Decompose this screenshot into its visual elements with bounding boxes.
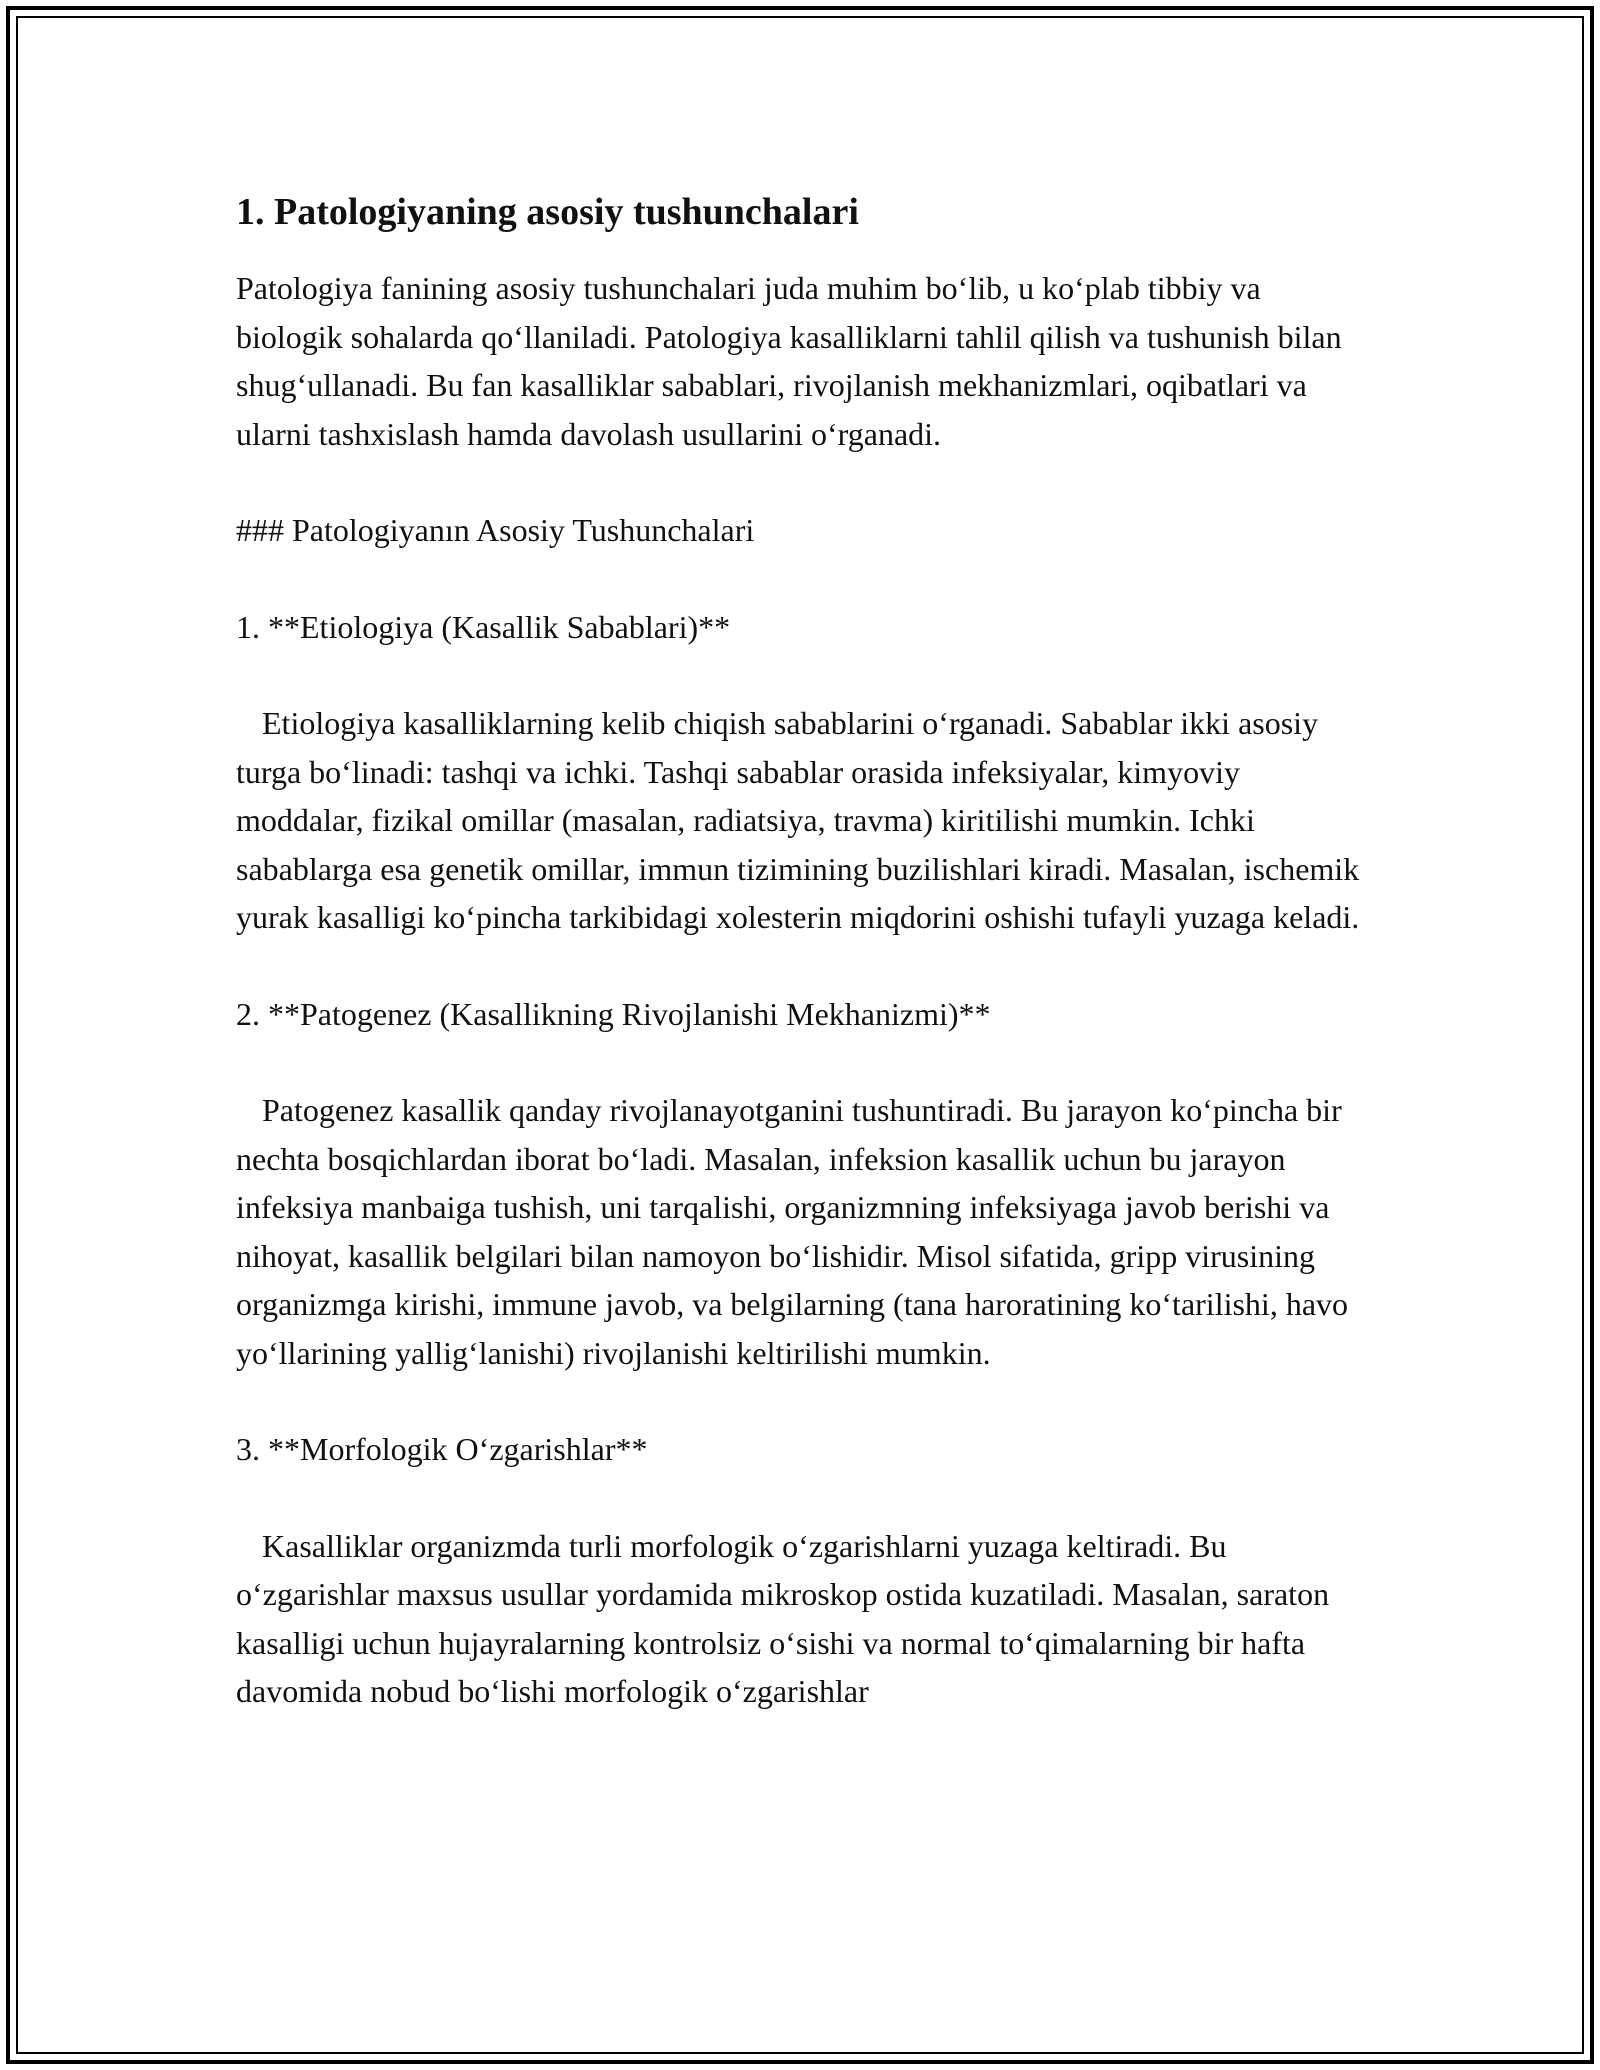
item-heading-morfologik: 3. **Morfologik Oʻzgarishlar** (236, 1431, 648, 1467)
document-title: 1. Patologiyaning asosiy tushunchalari (236, 191, 859, 233)
morfologik-paragraph: Kasalliklar organizmda turli morfologik oʻzgarishlarni yuzaga keltiradi. Bu oʻzgarishlar maxsus usullar yordamida mikroskop ostida kuzatiladi. Masalan, saraton kasalligi uchun hujayralarning kontrolsiz oʻsishi va normal toʻqimalarning bir hafta davomida nobud boʻlishi morfologik oʻzgarishlar (236, 1527, 1330, 1709)
section-subheading: ### Patologiyanın Asosiy Tushunchalari (236, 512, 755, 548)
patogenez-paragraph: Patogenez kasallik qanday rivojlanayotganini tushuntiradi. Bu jarayon koʻpincha bir nechta bosqichlardan iborat boʻladi. Masalan, infeksion kasallik uchun bu jarayon infeksiya manbaiga tushish, uni tarqalishi, organizmning infeksiyaga javob berishi va nihoyat, kasallik belgilari bilan namoyon boʻlishidir. Misol sifatida, gripp virusining organizmga kirishi, immune javob, va belgilarning (tana haroratining koʻtarilishi, havo yoʻllarining yalligʻlanishi) rivojlanishi keltirilishi mumkin. (236, 1092, 1349, 1371)
item-heading-patogenez: 2. **Patogenez (Kasallikning Rivojlanishi Mekhanizmi)** (236, 995, 991, 1032)
document-body (236, 184, 1366, 1764)
etiologiya-paragraph: Etiologiya kasalliklarning kelib chiqish sabablarini oʻrganadi. Sabablar ikki asosiy turga boʻlinadi: tashqi va ichki. Tashqi sabablar orasida infeksiyalar, kimyoviy moddalar, fizikal omillar (masalan, radiatsiya, travma) kiritilishi mumkin. Ichki sabablarga esa genetik omillar, immun tizimining buzilishlari kiradi. Masalan, ischemik yurak kasalligi koʻpincha tarkibidagi xolesterin miqdorini oshishi tufayli yuzaga keladi. (236, 705, 1360, 935)
intro-paragraph: Patologiya fanining asosiy tushunchalari juda muhim boʻlib, u koʻplab tibbiy va biologik sohalarda qoʻllaniladi. Patologiya kasalliklarni tahlil qilish va tushunish bilan shugʻullanadi. Bu fan kasalliklar sabablari, rivojlanish mekhanizmlari, oqibatlari va ularni tashxislash hamda davolash usullarini oʻrganadi. (236, 270, 1342, 452)
item-heading-etiologiya: 1. **Etiologiya (Kasallik Sabablari)** (236, 608, 731, 645)
